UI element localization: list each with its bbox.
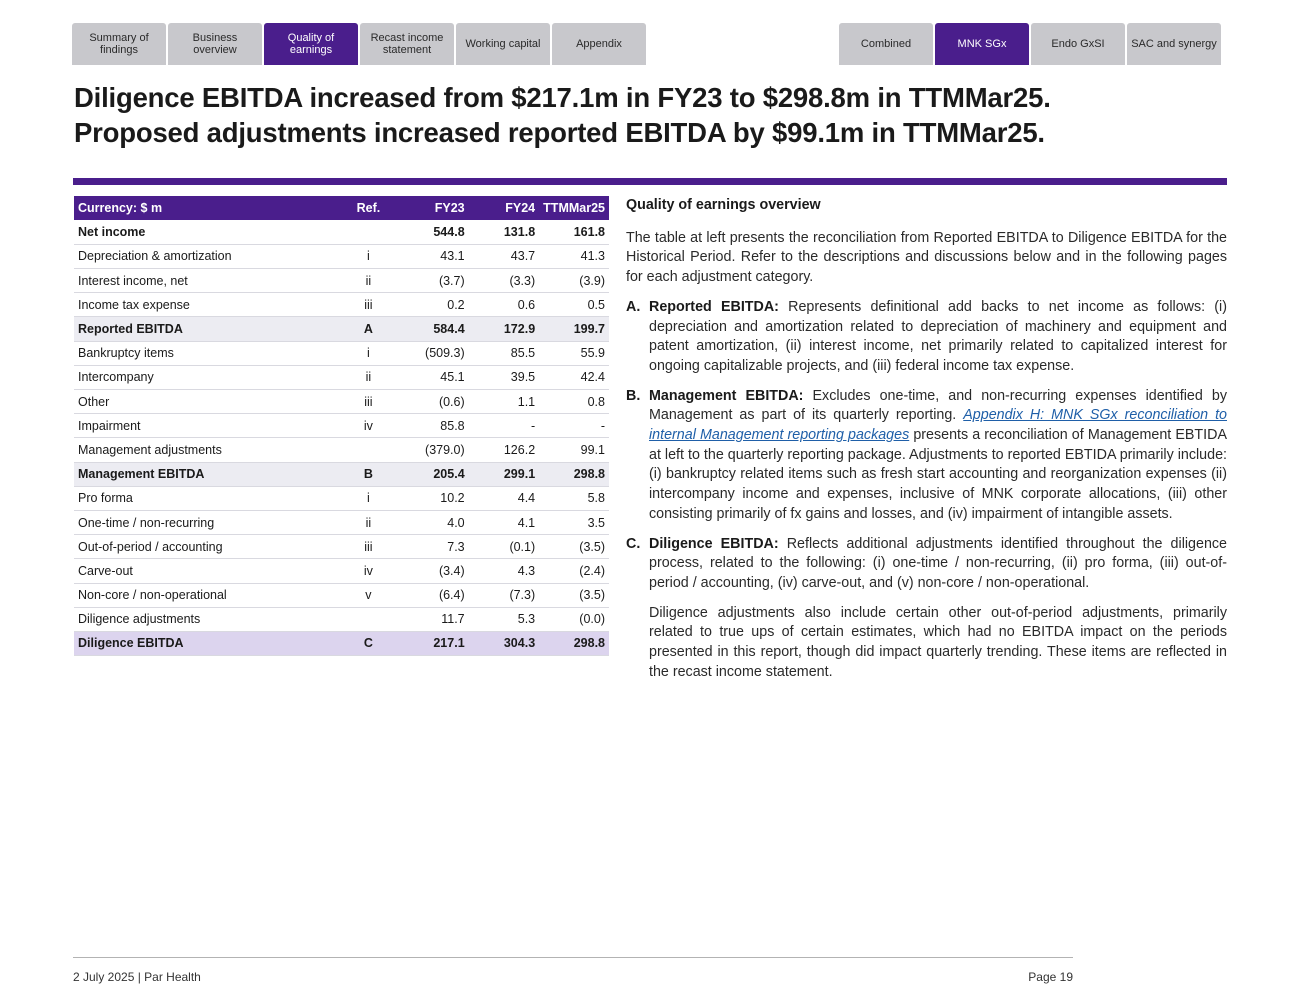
row-ttm: 298.8 <box>573 636 605 651</box>
row-label: Bankruptcy items <box>78 346 174 361</box>
table-row <box>74 559 609 583</box>
table-row <box>74 414 609 438</box>
row-fy24: 304.3 <box>503 636 536 651</box>
row-label: Diligence adjustments <box>78 612 201 627</box>
tab-summary-of-findings[interactable]: Summary of findings <box>72 23 166 65</box>
row-fy23: 43.1 <box>440 249 465 264</box>
tab-working-capital[interactable]: Working capital <box>456 23 550 65</box>
item-term: Management EBITDA: <box>649 387 804 404</box>
row-ttm: 298.8 <box>573 467 605 482</box>
row-fy24: 4.3 <box>517 563 536 578</box>
footer-divider <box>73 957 1073 958</box>
row-ref: ii <box>365 273 372 288</box>
row-ttm: (3.5) <box>579 588 605 603</box>
row-ttm: (2.4) <box>579 563 605 578</box>
table-row <box>74 293 609 317</box>
row-ttm: 0.5 <box>587 297 605 312</box>
row-ref: i <box>367 346 370 361</box>
table-row <box>74 583 609 607</box>
table-row-subtotal <box>74 317 609 341</box>
table-row <box>74 341 609 365</box>
table-row <box>74 438 609 462</box>
row-ttm: 3.5 <box>587 515 605 530</box>
title-line-2: Proposed adjustments increased reported EBITDA by $99.1m in TTMMar25. <box>74 117 1045 148</box>
row-fy23: 11.7 <box>441 612 465 627</box>
row-label: Other <box>78 394 110 409</box>
tab-quality-of-earnings[interactable]: Quality of earnings <box>264 23 358 65</box>
row-fy24: 131.8 <box>503 225 536 240</box>
row-fy23: 85.8 <box>440 418 465 433</box>
item-letter: A. <box>626 298 641 315</box>
row-fy24: 172.9 <box>503 322 536 337</box>
tab-recast-income-statement[interactable]: Recast income statement <box>360 23 454 65</box>
section-tabs <box>72 23 646 65</box>
row-label: Depreciation & amortization <box>78 249 232 264</box>
tab-sac-and-synergy[interactable]: SAC and synergy <box>1127 23 1221 65</box>
row-ttm: 161.8 <box>573 225 605 240</box>
row-label: Net income <box>78 225 146 240</box>
row-label: Pro forma <box>78 491 133 506</box>
row-ref: A <box>363 322 373 337</box>
row-ref: B <box>363 467 373 482</box>
title-line-1: Diligence EBITDA increased from $217.1m in FY23 to $298.8m in TTMMar25. <box>74 82 1051 113</box>
item-text-continued: presents a reconciliation of Management EBTIDA at left to the quarterly reporting package. Adjustments to reported EBTIDA primarily include: (i) bankruptcy related items such as fresh start accounting and reorganization expenses (ii) intercompany income and expenses, inclusive of MNK corporate allocations, (iii) other consisting primarily of fx gains and losses, and (iv) impairment of intangible assets. <box>649 427 1227 522</box>
row-ttm: 0.8 <box>587 394 605 409</box>
item-term: Reported EBITDA: <box>649 298 779 315</box>
row-ref <box>339 607 398 631</box>
row-label: Reported EBITDA <box>78 322 183 337</box>
narrative-intro: The table at left presents the reconciliation from Reported EBITDA to Diligence EBITDA for the Historical Period. Refer to the descriptions and discussions below and in the following pages for each adjustment category. <box>626 229 1227 286</box>
row-ref: C <box>363 636 373 651</box>
table-row <box>74 220 609 244</box>
row-fy23: (3.7) <box>438 273 465 288</box>
row-fy23: 584.4 <box>433 322 465 337</box>
row-ref: v <box>365 588 372 603</box>
header-currency: Currency: $ m <box>74 196 339 220</box>
header-ttmmar25: TTMMar25 <box>539 196 609 220</box>
tab-endo-gxsi[interactable]: Endo GxSI <box>1031 23 1125 65</box>
table-header-row <box>74 196 609 220</box>
tab-appendix[interactable]: Appendix <box>552 23 646 65</box>
header-ref: Ref. <box>339 196 398 220</box>
item-body <box>649 387 1227 525</box>
row-fy24: 85.5 <box>510 346 536 361</box>
item-a <box>626 298 1227 377</box>
page-number: Page 19 <box>1028 970 1073 984</box>
row-label: Impairment <box>78 418 141 433</box>
row-fy24: 126.2 <box>503 442 536 457</box>
row-label: Intercompany <box>78 370 154 385</box>
row-ref: iii <box>364 539 373 554</box>
row-label: Interest income, net <box>78 273 188 288</box>
row-fy24: 39.5 <box>510 370 536 385</box>
row-fy24: 43.7 <box>510 249 536 264</box>
header-fy23: FY23 <box>398 196 469 220</box>
row-label: Income tax expense <box>78 297 190 312</box>
table-row <box>74 269 609 293</box>
row-ttm: (3.5) <box>579 539 605 554</box>
row-ttm: (0.0) <box>579 612 605 627</box>
appendix-h-link[interactable]: Appendix H: MNK SGx reconciliation to internal Management reporting packages <box>649 407 1227 444</box>
row-ref: iv <box>363 418 373 433</box>
row-ref: iii <box>364 394 373 409</box>
row-label: Non-core / non-operational <box>78 588 227 603</box>
row-label: Diligence EBITDA <box>78 636 184 651</box>
row-ref <box>339 438 398 462</box>
row-label: Management adjustments <box>78 442 222 457</box>
title-divider <box>73 178 1227 185</box>
item-b <box>626 387 1227 525</box>
page-title <box>74 80 1224 150</box>
row-fy24: - <box>530 418 536 433</box>
row-fy24: (0.1) <box>509 539 536 554</box>
row-fy24: 1.1 <box>517 394 536 409</box>
row-label: One-time / non-recurring <box>78 515 215 530</box>
row-fy23: 0.2 <box>447 297 465 312</box>
tab-business-overview[interactable]: Business overview <box>168 23 262 65</box>
narrative-heading: Quality of earnings overview <box>626 197 821 213</box>
row-fy24: 5.3 <box>517 612 536 627</box>
row-ref: i <box>367 491 370 506</box>
footer-date-client: 2 July 2025 | Par Health <box>73 970 201 984</box>
row-fy23: 10.2 <box>440 491 465 506</box>
item-text: Represents definitional add backs to net income as follows: (i) depreciation and amortization related to depreciation of machinery and equipment and patent amortization, (ii) interest income, net primarily related to capitalized interest for ongoing capitalizable projects, and (iii) federal income tax expense. <box>649 298 1227 374</box>
row-fy23: 7.3 <box>447 539 465 554</box>
item-c <box>626 535 1227 594</box>
tab-combined[interactable]: Combined <box>839 23 933 65</box>
table-row <box>74 244 609 268</box>
item-body <box>649 535 1227 594</box>
narrative-extra: Diligence adjustments also include certain other out-of-period adjustments, primarily related to true ups of certain estimates, which had no EBITDA impact on the periods presented in this report, though did impact quarterly trending. These items are reflected in the recast income statement. <box>649 604 1227 680</box>
row-fy24: (7.3) <box>509 588 536 603</box>
table-row <box>74 607 609 631</box>
item-text: Excludes one-time, and non-recurring expenses identified by Management as part of its quarterly reporting. <box>649 387 1227 424</box>
header-fy24: FY24 <box>469 196 540 220</box>
row-fy23: 217.1 <box>433 636 465 651</box>
table-row <box>74 486 609 510</box>
row-label: Carve-out <box>78 563 133 578</box>
row-fy23: (0.6) <box>438 394 465 409</box>
table-row-subtotal <box>74 462 609 486</box>
tab-mnk-sgx[interactable]: MNK SGx <box>935 23 1029 65</box>
row-label: Management EBITDA <box>78 467 205 482</box>
row-ttm: 5.8 <box>587 491 605 506</box>
row-fy24: 4.4 <box>517 491 536 506</box>
row-fy24: 4.1 <box>517 515 536 530</box>
row-fy23: 544.8 <box>433 225 465 240</box>
row-ref: iii <box>364 297 373 312</box>
table-row <box>74 365 609 389</box>
row-ref: ii <box>365 370 372 385</box>
row-ttm: (3.9) <box>579 273 605 288</box>
row-fy23: 4.0 <box>447 515 465 530</box>
row-fy24: (3.3) <box>509 273 536 288</box>
row-ttm: 99.1 <box>580 442 605 457</box>
row-ttm: 42.4 <box>580 370 605 385</box>
item-text: Reflects additional adjustments identified throughout the diligence process, related to the following: (i) one-time / non-recurring, (ii) pro forma, (iii) out-of-period / accounting, (iv) carve-out, and (v) non-core / non-operational. <box>649 535 1227 591</box>
row-fy23: 45.1 <box>440 370 465 385</box>
item-term: Diligence EBITDA: <box>649 535 779 552</box>
row-ref: ii <box>365 515 372 530</box>
row-ref: i <box>367 249 370 264</box>
row-fy24: 299.1 <box>503 467 536 482</box>
row-ttm: 55.9 <box>580 346 605 361</box>
row-fy24: 0.6 <box>517 297 536 312</box>
row-fy23: (509.3) <box>425 346 465 361</box>
row-fy23: 205.4 <box>433 467 465 482</box>
row-ttm: 199.7 <box>573 322 605 337</box>
row-fy23: (6.4) <box>438 588 465 603</box>
table-row <box>74 535 609 559</box>
entity-tabs <box>839 23 1221 65</box>
item-letter: B. <box>626 387 641 404</box>
item-body <box>649 298 1227 377</box>
row-fy23: (3.4) <box>438 563 465 578</box>
row-ref <box>339 220 398 244</box>
qoe-narrative <box>626 196 1227 682</box>
table-row-total <box>74 631 609 655</box>
table-row <box>74 390 609 414</box>
ebitda-bridge-table <box>74 196 609 656</box>
row-ttm: - <box>600 418 605 433</box>
row-ref: iv <box>363 563 373 578</box>
row-fy23: (379.0) <box>425 442 465 457</box>
item-letter: C. <box>626 535 641 552</box>
table-row <box>74 510 609 534</box>
row-ttm: 41.3 <box>580 249 605 264</box>
row-label: Out-of-period / accounting <box>78 539 223 554</box>
